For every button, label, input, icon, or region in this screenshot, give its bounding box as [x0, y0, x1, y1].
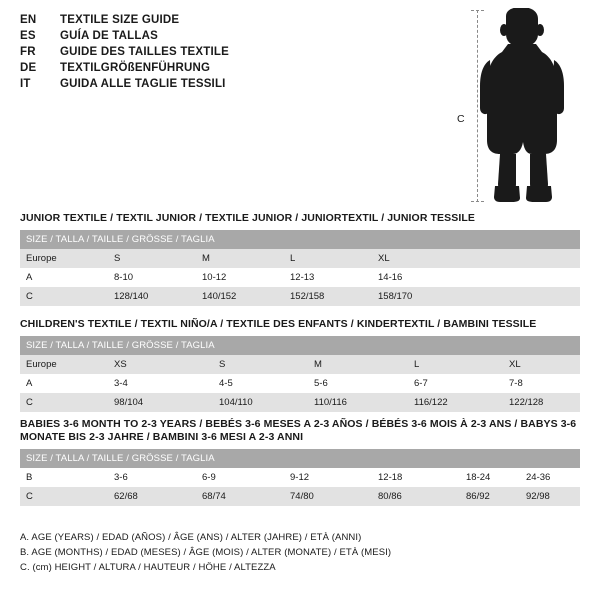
cell-value: 158/170 [372, 287, 460, 306]
column-header: L [408, 355, 503, 374]
junior-size-table [20, 230, 580, 306]
cell-value: 98/104 [108, 393, 213, 412]
cell-value: 6-7 [408, 374, 503, 393]
header-row [20, 78, 420, 90]
header-row [20, 62, 420, 74]
section-title: CHILDREN'S TEXTILE / TEXTIL NIÑO/A / TEXTILE DES ENFANTS / KINDERTEXTIL / BAMBINI TESSILE [20, 318, 537, 330]
cell-value: 3-4 [108, 374, 213, 393]
language-code: ES [20, 30, 36, 42]
cell-value: 24-36 [520, 468, 580, 487]
cell-value: 62/68 [108, 487, 196, 506]
table-row [20, 374, 580, 393]
row-label: Europe [20, 355, 108, 374]
language-code: DE [20, 62, 37, 74]
row-label: A [20, 268, 108, 287]
cell-value: 18-24 [460, 468, 520, 487]
toddler-silhouette-icon [462, 8, 590, 203]
column-header: M [308, 355, 408, 374]
language-code: FR [20, 46, 36, 58]
language-code: IT [20, 78, 31, 90]
cell-value: 4-5 [213, 374, 308, 393]
row-label: C [20, 287, 108, 306]
table-row [20, 268, 580, 287]
guide-title: TEXTILGRÖßENFÜHRUNG [60, 62, 211, 74]
column-header: XL [503, 355, 580, 374]
table-header-row [20, 336, 580, 355]
cell-value: 128/140 [108, 287, 196, 306]
cell-value: 7-8 [503, 374, 580, 393]
babies-size-table [20, 449, 580, 506]
section-children [20, 318, 580, 412]
table-row [20, 468, 580, 487]
cell-value: 68/74 [196, 487, 284, 506]
cell-value: 12-13 [284, 268, 372, 287]
guide-title: TEXTILE SIZE GUIDE [60, 14, 180, 26]
size-header-label: SIZE / TALLA / TAILLE / GRÖSSE / TAGLIA [20, 449, 580, 468]
cell-value: 14-16 [372, 268, 460, 287]
header-row [20, 14, 420, 26]
row-label: B [20, 468, 108, 487]
size-header-label: SIZE / TALLA / TAILLE / GRÖSSE / TAGLIA [20, 336, 580, 355]
column-header: S [213, 355, 308, 374]
guide-title: GUÍA DE TALLAS [60, 30, 158, 42]
cell-empty [460, 268, 580, 287]
cell-value: 140/152 [196, 287, 284, 306]
cell-value: 110/116 [308, 393, 408, 412]
table-row [20, 287, 580, 306]
section-babies [20, 418, 580, 506]
header-row [20, 46, 420, 58]
column-header: L [284, 249, 372, 268]
size-header-label: SIZE / TALLA / TAILLE / GRÖSSE / TAGLIA [20, 230, 580, 249]
column-header: XS [108, 355, 213, 374]
cell-empty [460, 287, 580, 306]
table-header-row [20, 230, 580, 249]
cell-value: 10-12 [196, 268, 284, 287]
table-header-row [20, 449, 580, 468]
row-label: Europe [20, 249, 108, 268]
cell-value: 152/158 [284, 287, 372, 306]
section-junior [20, 212, 580, 306]
footnotes [20, 530, 580, 575]
height-label: C [457, 113, 465, 125]
cell-value: 104/110 [213, 393, 308, 412]
cell-value: 3-6 [108, 468, 196, 487]
cell-value: 9-12 [284, 468, 372, 487]
cell-value: 116/122 [408, 393, 503, 412]
column-header: XL [372, 249, 460, 268]
column-header-empty [460, 249, 580, 268]
children-size-table [20, 336, 580, 412]
cell-value: 122/128 [503, 393, 580, 412]
height-figure [440, 8, 590, 203]
cell-value: 8-10 [108, 268, 196, 287]
guide-title: GUIDA ALLE TAGLIE TESSILI [60, 78, 226, 90]
language-code: EN [20, 14, 37, 26]
header-row [20, 30, 420, 42]
row-label: A [20, 374, 108, 393]
table-row [20, 249, 580, 268]
column-header: M [196, 249, 284, 268]
guide-title: GUIDE DES TAILLES TEXTILE [60, 46, 229, 58]
column-header: S [108, 249, 196, 268]
footnote-age-years: A. AGE (YEARS) / EDAD (AÑOS) / ÂGE (ANS) / ALTER (JAHRE) / ETÀ (ANNI) [20, 532, 362, 543]
table-row [20, 393, 580, 412]
cell-value: 6-9 [196, 468, 284, 487]
table-row [20, 355, 580, 374]
cell-value: 5-6 [308, 374, 408, 393]
section-title: JUNIOR TEXTILE / TEXTIL JUNIOR / TEXTILE JUNIOR / JUNIORTEXTIL / JUNIOR TESSILE [20, 212, 475, 224]
cell-value: 92/98 [520, 487, 580, 506]
cell-value: 80/86 [372, 487, 460, 506]
footnote-height: C. (cm) HEIGHT / ALTURA / HAUTEUR / HÖHE / ALTEZZA [20, 562, 276, 573]
row-label: C [20, 487, 108, 506]
language-header [20, 14, 420, 94]
table-row [20, 487, 580, 506]
row-label: C [20, 393, 108, 412]
cell-value: 86/92 [460, 487, 520, 506]
section-title: BABIES 3-6 MONTH TO 2-3 YEARS / BEBÉS 3-6 MESES A 2-3 AÑOS / BÉBÉS 3-6 MOIS À 2-3 ANS / BABYS 3-6 MONATE BIS 2-3 JAHRE / BAMBINI 3-6 MESI A 2-3 ANNI [20, 418, 577, 443]
footnote-age-months: B. AGE (MONTHS) / EDAD (MESES) / ÂGE (MOIS) / ALTER (MONATE) / ETÀ (MESI) [20, 547, 392, 558]
cell-value: 12-18 [372, 468, 460, 487]
cell-value: 74/80 [284, 487, 372, 506]
